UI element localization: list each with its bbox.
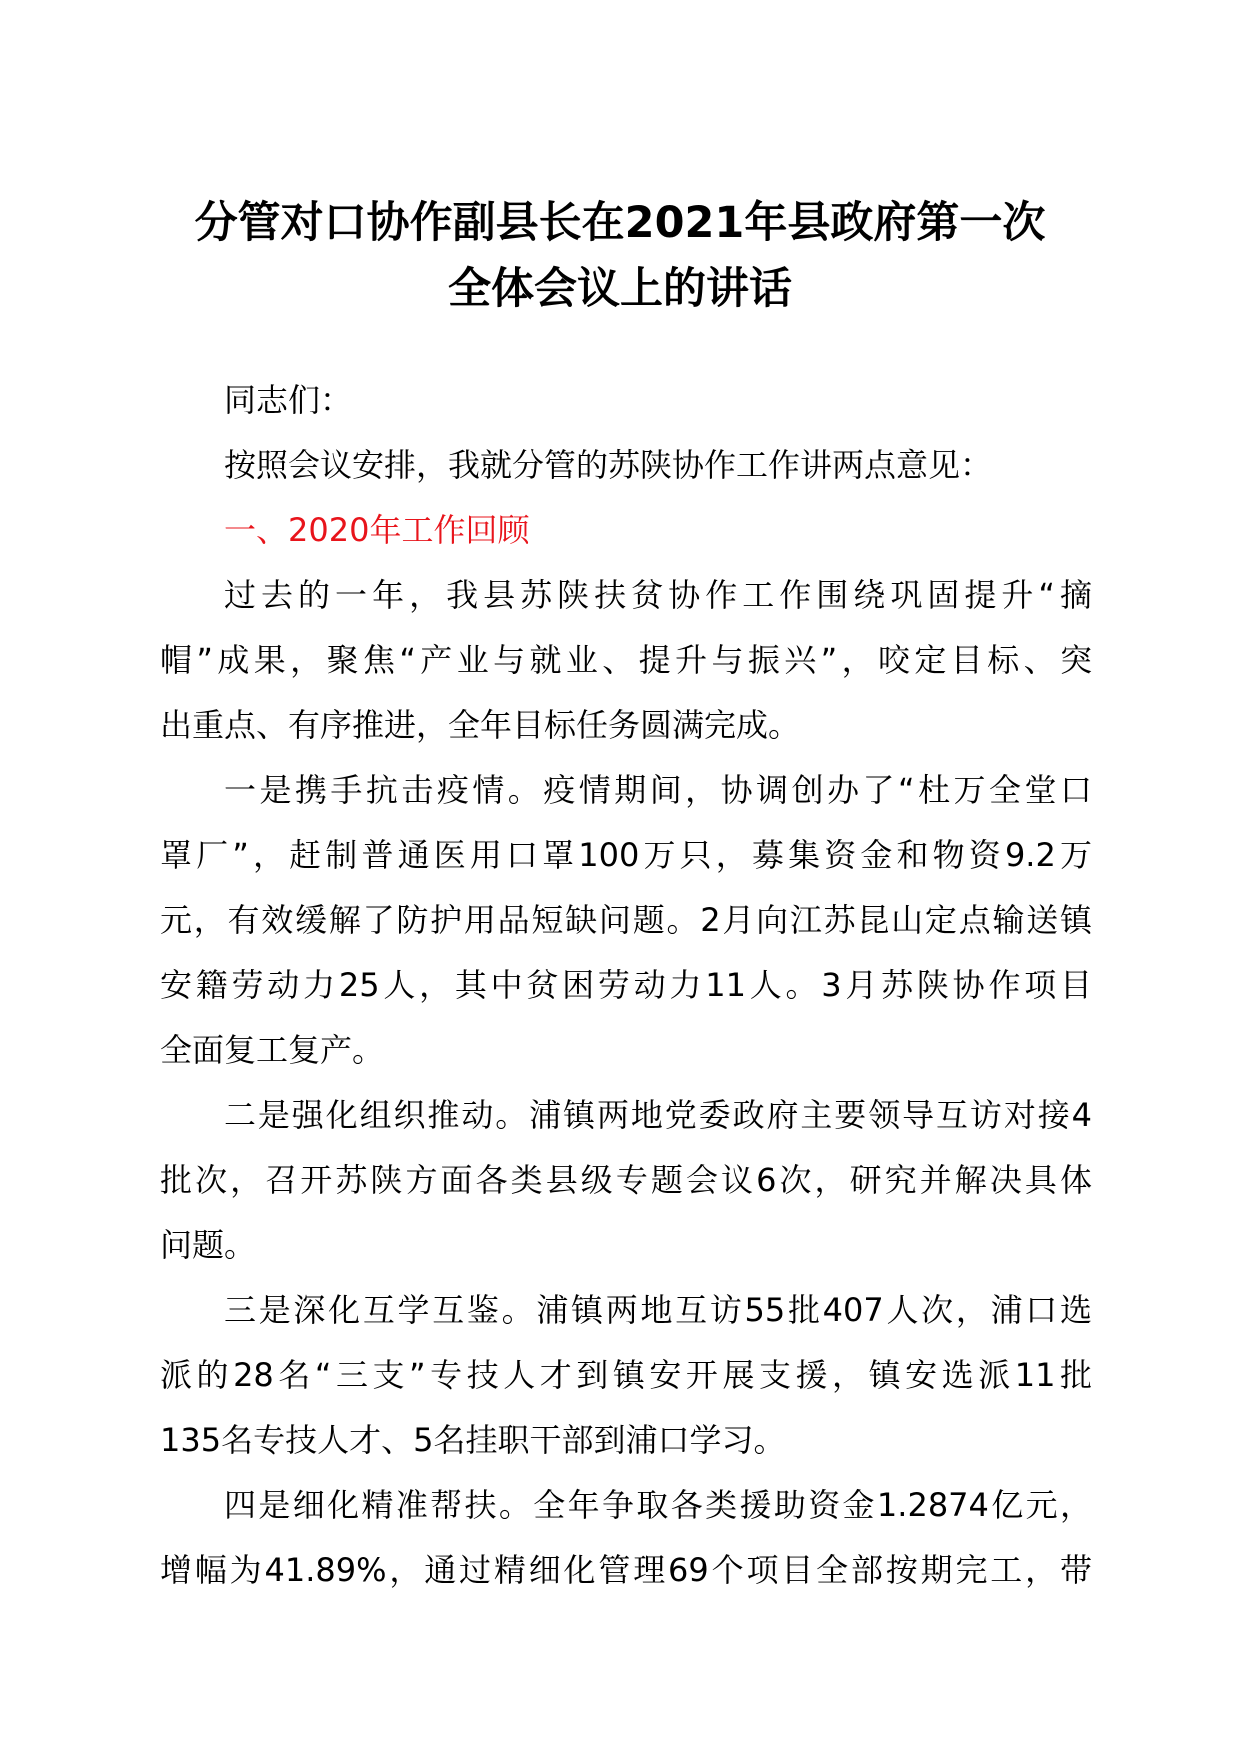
document-title <box>0 190 1240 322</box>
section-heading-1: 一、2020年工作回顾 <box>224 511 530 549</box>
paragraph-line: 批次，召开苏陕方面各类县级专题会议6次，研究并解决具体 <box>160 1161 1092 1199</box>
document-body <box>160 368 1092 1603</box>
title-line-2: 全体会议上的讲话 <box>448 264 792 314</box>
paragraph-line: 二是强化组织推动。浦镇两地党委政府主要领导互访对接4 <box>224 1096 1092 1134</box>
paragraph-line: 派的28名“三支”专技人才到镇安开展支援，镇安选派11批 <box>160 1356 1092 1394</box>
paragraph-line: 安籍劳动力25人，其中贫困劳动力11人。3月苏陕协作项目 <box>160 966 1092 1004</box>
paragraph-line: 帽”成果，聚焦“产业与就业、提升与振兴”，咬定目标、突 <box>160 641 1092 679</box>
paragraph-line: 罩厂”，赶制普通医用口罩100万只，募集资金和物资9.2万 <box>160 836 1092 874</box>
paragraph-line: 出重点、有序推进，全年目标任务圆满完成。 <box>160 706 801 744</box>
paragraph-line: 元，有效缓解了防护用品短缺问题。2月向江苏昆山定点输送镇 <box>160 901 1092 939</box>
paragraph-assistance <box>160 1473 1092 1603</box>
paragraph-line: 四是细化精准帮扶。全年争取各类援助资金1.2874亿元， <box>224 1486 1092 1524</box>
title-line-1: 分管对口协作副县长在2021年县政府第一次 <box>194 198 1046 248</box>
paragraph-line: 过去的一年，我县苏陕扶贫协作工作围绕巩固提升“摘 <box>224 576 1092 614</box>
paragraph-organization <box>160 1083 1092 1278</box>
greeting: 同志们： <box>224 381 353 419</box>
paragraph-epidemic <box>160 758 1092 1083</box>
paragraph-line: 三是深化互学互鉴。浦镇两地互访55批407人次，浦口选 <box>224 1291 1092 1329</box>
paragraph-line: 增幅为41.89%，通过精细化管理69个项目全部按期完工，带 <box>160 1551 1092 1589</box>
paragraph-review <box>160 563 1092 758</box>
intro-paragraph: 按照会议安排，我就分管的苏陕协作工作讲两点意见： <box>224 446 993 484</box>
paragraph-line: 一是携手抗击疫情。疫情期间，协调创办了“杜万全堂口 <box>224 771 1092 809</box>
paragraph-line: 问题。 <box>160 1226 257 1264</box>
paragraph-line: 135名专技人才、5名挂职干部到浦口学习。 <box>160 1421 786 1459</box>
paragraph-line: 全面复工复产。 <box>160 1031 385 1069</box>
paragraph-exchange <box>160 1278 1092 1473</box>
